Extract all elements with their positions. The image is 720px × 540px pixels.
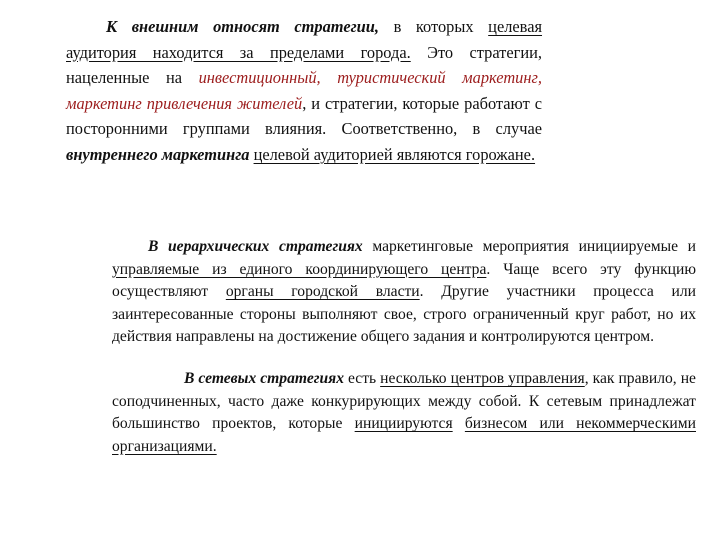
underlined-target-audience-outside: целевая аудитория находится за пределами города.	[66, 17, 543, 62]
text-segment: . Чаще всего эту функцию осуществляют	[112, 260, 696, 301]
term-external-strategies: К внешним относят стратегии,	[106, 17, 379, 36]
text-segment	[453, 415, 465, 432]
paragraph-hierarchical-strategies	[112, 236, 696, 349]
text-segment: Это стратегии, нацеленные на	[66, 42, 542, 88]
term-network-strategies: В сетевых стратегиях	[184, 370, 344, 387]
underlined-several-centers: несколько центров управления	[380, 370, 585, 387]
underlined-initiated: инициируются	[354, 415, 453, 433]
text-segment: маркетинговые мероприятия инициируемые и	[362, 238, 696, 255]
underlined-business-nonprofit: бизнесом или некоммерческими организациями.	[112, 415, 696, 455]
paragraph-network-strategies	[112, 368, 696, 458]
term-internal-marketing: внутреннего маркетинга	[66, 144, 250, 164]
term-hierarchical-strategies: В иерархических стратегиях	[148, 238, 363, 255]
paragraph-external-strategies	[66, 14, 542, 168]
text-segment: , и стратегии, которые работают с посторонними группами влияния. Соответственно, в случае	[66, 93, 542, 139]
text-segment: есть	[344, 370, 381, 387]
text-segment: . Другие участники процесса или заинтересованные стороны выполняют свое, строго ограниченный круг работ, но их действия направлены на достижение общего задания и контролируются центром.	[112, 283, 696, 346]
text-segment: , как правило, не соподчиненных, часто даже конкурирующих между собой. К сетевым принадлежат большинство проектов, которые	[112, 370, 696, 433]
underlined-city-authorities: органы городской власти	[225, 283, 420, 301]
text-segment: в которых	[379, 17, 489, 36]
underlined-single-center: управляемые из единого координирующего центра	[112, 260, 487, 278]
highlighted-marketing-types: инвестиционный, туристический маркетинг, маркетинг привлечения жителей	[66, 68, 542, 113]
underlined-target-audience-citizens: целевой аудиторией являются горожане.	[253, 144, 536, 164]
